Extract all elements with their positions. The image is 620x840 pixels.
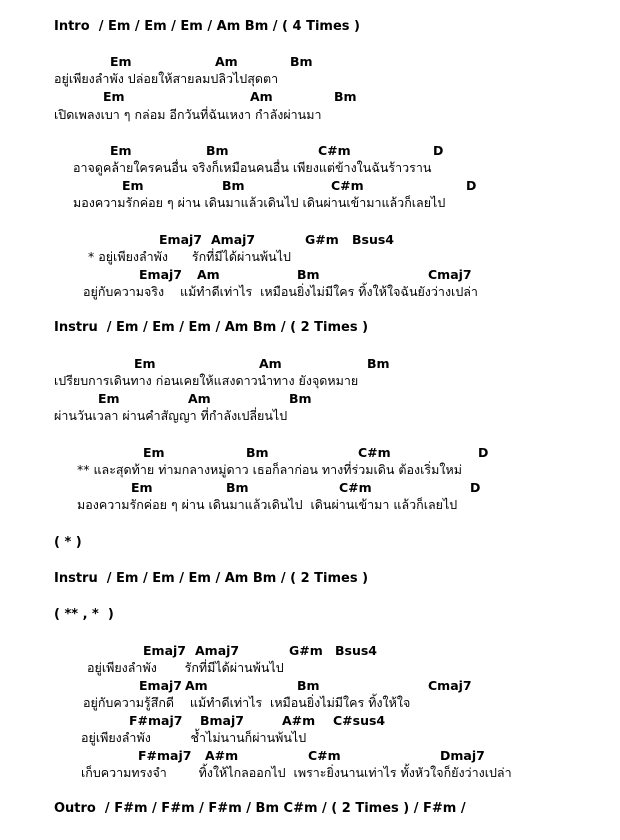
chord-label: D <box>433 143 444 158</box>
chord-label: Em <box>103 89 125 104</box>
chord-label: G#m <box>289 643 323 658</box>
section-heading: Intro / Em / Em / Em / Am Bm / ( 4 Times ) <box>54 19 360 34</box>
chord-label: D <box>470 480 481 495</box>
chord-label: Emaj7 <box>159 232 202 247</box>
chord-line <box>0 391 620 407</box>
chord-label: C#m <box>308 748 341 763</box>
chord-label: Amaj7 <box>211 232 256 247</box>
lyric-line: อยู่เพียงลำพัง ช้ำไม่นานก็ผ่านพ้นไป <box>81 730 307 745</box>
chord-label: Bm <box>226 480 249 495</box>
chord-label: Bm <box>297 267 320 282</box>
chord-label: A#m <box>282 713 316 728</box>
lyric-line: มองความรักค่อย ๆ ผ่าน เดินมาแล้วเดินไป เดินผ่านเข้ามา แล้วก็เลยไป <box>77 497 458 512</box>
lyric-line: อยู่กับความจริง แม้ทำดีเท่าไร เหมือนยิ่งไม่มีใคร ทิ้งให้ใจฉันยังว่างเปล่า <box>83 284 478 299</box>
section-heading: Instru / Em / Em / Em / Am Bm / ( 2 Times ) <box>54 320 369 335</box>
chord-label: G#m <box>305 232 339 247</box>
chord-label: Bm <box>297 678 320 693</box>
chord-label: Bsus4 <box>335 643 378 658</box>
chord-label: Em <box>134 356 156 371</box>
chord-line <box>0 232 620 248</box>
section-heading: ( ** , * ) <box>54 607 114 622</box>
chord-label: Am <box>259 356 282 371</box>
chord-label: F#maj7 <box>129 713 183 728</box>
chord-label: Em <box>143 445 165 460</box>
chord-label: Emaj7 <box>143 643 186 658</box>
chord-line <box>0 445 620 461</box>
chord-line <box>0 356 620 372</box>
lyric-line: อยู่กับความรู้สึกดี แม้ทำดีเท่าไร เหมือนยิ่งไม่มีใคร ทิ้งให้ใจ <box>83 695 411 710</box>
chord-label: Am <box>188 391 211 406</box>
chord-label: A#m <box>205 748 239 763</box>
lyric-line: ** และสุดท้าย ท่ามกลางหมู่ดาว เธอก็ลาก่อน ทางที่ร่วมเดิน ต้องเริ่มใหม่ <box>77 462 462 477</box>
chord-label: Bmaj7 <box>200 713 244 728</box>
lyric-line: เก็บความทรงจำ ทิ้งให้ไกลออกไป เพราะยิ่งนานเท่าไร ทั้งหัวใจก็ยังว่างเปล่า <box>81 765 512 780</box>
chord-line <box>0 89 620 105</box>
chord-label: Am <box>185 678 208 693</box>
chord-label: Am <box>250 89 273 104</box>
chord-label: Amaj7 <box>195 643 240 658</box>
lyric-line: เปิดเพลงเบา ๆ กล่อม อีกวันที่ฉันเหงา กำลังผ่านมา <box>54 107 322 122</box>
chord-label: D <box>478 445 489 460</box>
chord-label: Emaj7 <box>139 267 182 282</box>
lyric-line: อาจดูคล้ายใครคนอื่น จริงก็เหมือนคนอื่น เพียงแต่ข้างในฉันร้าวราน <box>73 160 432 175</box>
chord-label: Bm <box>289 391 312 406</box>
chord-line <box>0 678 620 694</box>
chord-label: Am <box>215 54 238 69</box>
chord-label: Dmaj7 <box>440 748 485 763</box>
chord-label: Cmaj7 <box>428 678 472 693</box>
chord-label: C#m <box>331 178 364 193</box>
lyric-line: เปรียบการเดินทาง ก่อนเคยให้แสงดาวนำทาง ยังจุดหมาย <box>54 373 359 388</box>
chord-label: Em <box>98 391 120 406</box>
section-heading: Outro / F#m / F#m / F#m / Bm C#m / ( 2 Times ) / F#m / <box>54 801 466 816</box>
chord-line <box>0 143 620 159</box>
chord-label: C#m <box>339 480 372 495</box>
chord-line <box>0 267 620 283</box>
chord-label: Em <box>110 143 132 158</box>
chord-label: Emaj7 <box>139 678 182 693</box>
chord-label: C#sus4 <box>333 713 386 728</box>
chord-line <box>0 54 620 70</box>
chord-line <box>0 748 620 764</box>
section-heading: ( * ) <box>54 535 82 550</box>
chord-label: Am <box>197 267 220 282</box>
lyric-line: ผ่านวันเวลา ผ่านคำสัญญา ที่กำลังเปลี่ยนไป <box>54 408 288 423</box>
chord-label: Bm <box>246 445 269 460</box>
lyric-line: * อยู่เพียงลำพัง รักที่มีได้ผ่านพ้นไป <box>88 249 291 264</box>
chord-label: Bm <box>222 178 245 193</box>
chord-label: Em <box>122 178 144 193</box>
chord-label: Bm <box>206 143 229 158</box>
chord-line <box>0 713 620 729</box>
chord-label: C#m <box>358 445 391 460</box>
chord-label: Bm <box>334 89 357 104</box>
chord-label: Bsus4 <box>352 232 395 247</box>
lyric-line: มองความรักค่อย ๆ ผ่าน เดินมาแล้วเดินไป เดินผ่านเข้ามาแล้วก็เลยไป <box>73 195 446 210</box>
chord-line <box>0 178 620 194</box>
chord-line <box>0 480 620 496</box>
chord-label: C#m <box>318 143 351 158</box>
chord-label: Bm <box>290 54 313 69</box>
chord-label: D <box>466 178 477 193</box>
lyric-line: อยู่เพียงลำพัง ปล่อยให้สายลมปลิวไปสุดตา <box>54 71 279 86</box>
chord-label: F#maj7 <box>138 748 192 763</box>
chord-line <box>0 643 620 659</box>
chord-label: Bm <box>367 356 390 371</box>
chord-label: Em <box>131 480 153 495</box>
section-heading: Instru / Em / Em / Em / Am Bm / ( 2 Times ) <box>54 571 369 586</box>
lyric-line: อยู่เพียงลำพัง รักที่มีได้ผ่านพ้นไป <box>87 660 284 675</box>
chord-label: Cmaj7 <box>428 267 472 282</box>
chord-label: Em <box>110 54 132 69</box>
